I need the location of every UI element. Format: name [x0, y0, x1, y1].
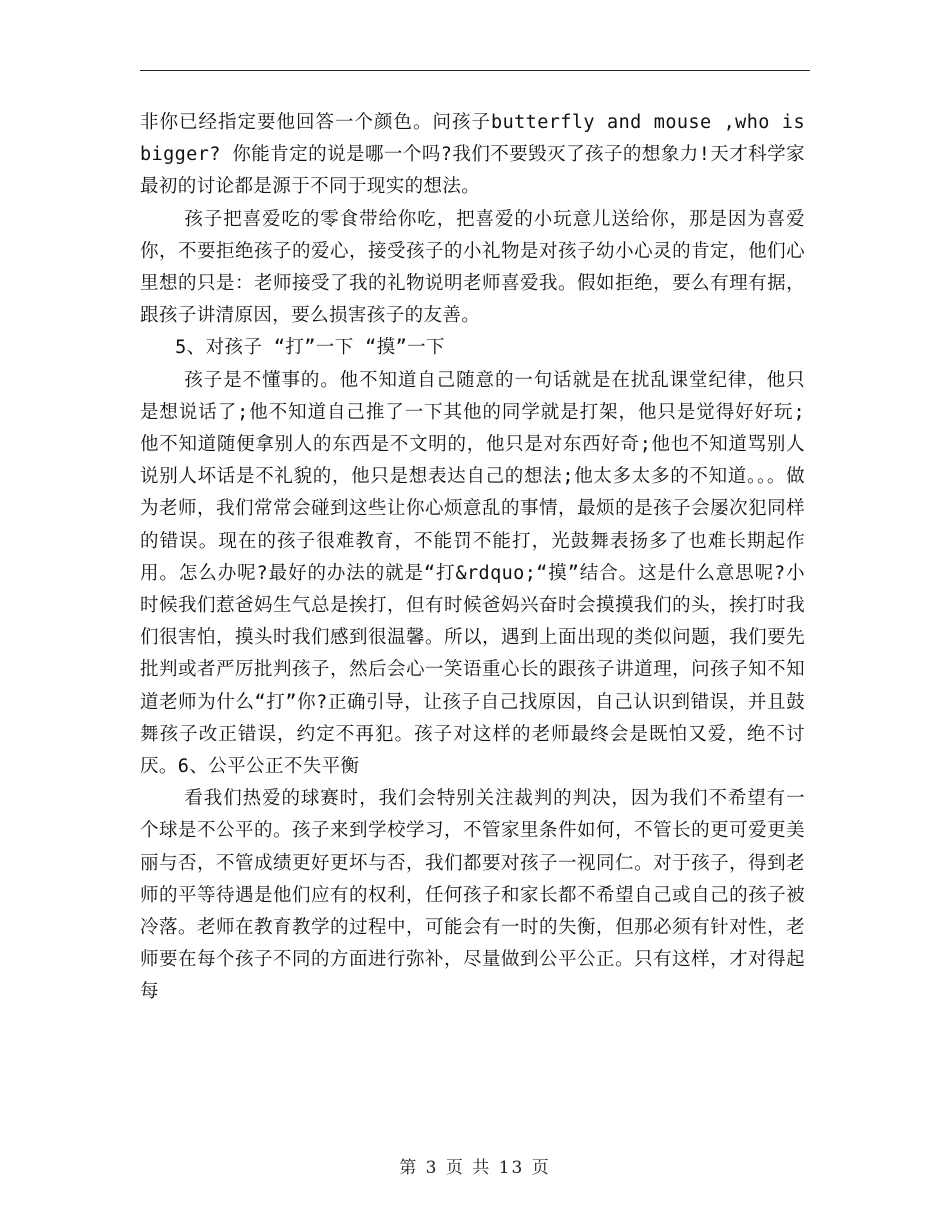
- paragraph-gifts: 孩子把喜爱吃的零食带给你吃，把喜爱的小玩意儿送给你，那是因为喜爱你，不要拒绝孩子的爱心，接受孩子的小礼物是对孩子幼小心灵的肯定，他们心里想的只是：老师接受了我的礼物说明老师喜爱我。假如拒绝，要么有理有据，跟孩子讲清原因，要么损害孩子的友善。: [140, 208, 805, 327]
- document-body: [140, 107, 805, 1009]
- paragraph-fairness: 看我们热爱的球赛时，我们会特别关注裁判的判决，因为我们不希望有一个球是不公平的。孩子来到学校学习，不管家里条件如何，不管长的更可爱更美丽与否，不管成绩更好更坏与否，我们都要对孩子一视同仁。对于孩子，得到老师的平等待遇是他们应有的权利，任何孩子和家长都不希望自己或自己的孩子被冷落。老师在教育教学的过程中，可能会有一时的失衡，但那必须有针对性，老师要在每个孩子不同的方面进行弥补，尽量做到公平公正。只有这样，才对得起每: [140, 788, 805, 1003]
- paragraph-continuation: 非你已经指定要他回答一个颜色。问孩子butterfly and mouse ,who is bigger? 你能肯定的说是哪一个吗?我们不要毁灭了孩子的想象力!天才科学家最初的讨论都是源于不同于现实的想法。: [140, 112, 805, 198]
- paragraph-discipline: 孩子是不懂事的。他不知道自己随意的一句话就是在扰乱课堂纪律，他只是想说话了;他不知道自己推了一下其他的同学就是打架，他只是觉得好好玩;他不知道随便拿别人的东西是不文明的，他只是对东西好奇;他也不知道骂别人说别人坏话是不礼貌的，他只是想表达自己的想法;他太多太多的不知道。。。做为老师，我们常常会碰到这些让你心烦意乱的事情，最烦的是孩子会屡次犯同样的错误。现在的孩子很难教育，不能罚不能打，光鼓舞表扬多了也难长期起作用。怎么办呢?最好的办法的就是“打&rdquo;“摸”结合。这是什么意思呢?小时候我们惹爸妈生气总是挨打，但有时候爸妈兴奋时会摸摸我们的头，挨打时我们很害怕，摸头时我们感到很温馨。所以，遇到上面出现的类似问题，我们要先批判或者严厉批判孩子，然后会心一笑语重心长的跟孩子讲道理，问孩子知不知道老师为什么“打”你?正确引导，让孩子自己找原因，自己认识到错误，并且鼓舞孩子改正错误，约定不再犯。孩子对这样的老师最终会是既怕又爱，绝不讨厌。6、公平公正不失平衡: [140, 369, 805, 778]
- header-rule: [140, 70, 810, 71]
- page-number: 第 3 页 共 13 页: [399, 1158, 551, 1178]
- section-heading-5: 5、对孩子 “打”一下 “摸”一下: [175, 337, 445, 359]
